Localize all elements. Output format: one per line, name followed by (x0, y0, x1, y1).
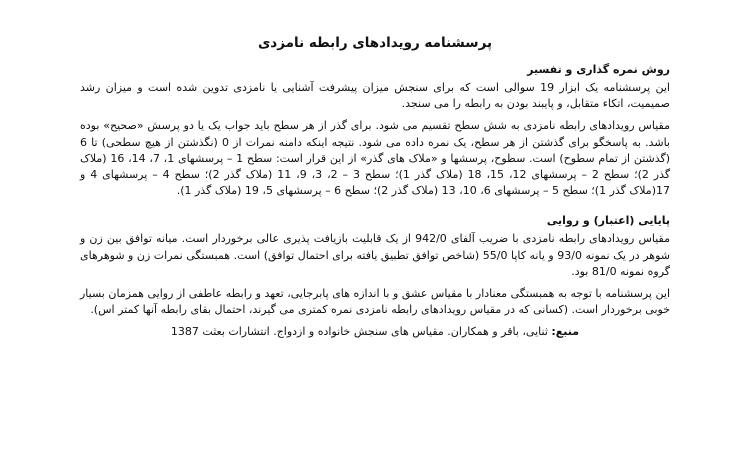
paragraph-reliability: مقیاس رویدادهای رابطه نامزدی با ضریب آلفای 942/0 از یک قابلیت بازیافت پذیری عالی برخوردار است. میانه توافق بین زن و شوهر در یک نمونه 93/0 و یانه کاپا 55/0 (شاخص توافق تطبیق یافته برای احتمال توافق) است. همبستگی نمرات زن و شوهرهای گروه نمونه 81/0 بود. (80, 232, 671, 278)
paragraph-intro: این پرسشنامه یک ابزار 19 سوالی است که برای سنجش میزان پیشرفت آشنایی یا نامزدی تدوین شده است و میزان رشد صمیمیت، اتکاء متقابل، و پایبند بودن به رابطه را می سنجد. (80, 81, 670, 111)
page-title: پرسشنامه رویدادهای رابطه نامزدی (257, 35, 493, 51)
source-citation (110, 324, 640, 340)
source-label: منبع: (551, 325, 580, 339)
section-heading-reliability: پایایی (اعتبار) و روایی (546, 214, 670, 228)
paragraph-validity: این پرسشنامه با توجه به همبستگی معنادار با مقیاس عشق و با اندازه های پابرجایی، تعهد و رابطه عاطفی از روایی همزمان بسیار خوبی برخوردار است. (کسانی که در مقیاس رویدادهای رابطه نامزدی نمره کمتری می گیرند، احتمال بقای رابطه آنها کمتر اس). (80, 287, 670, 317)
section-scoring (80, 62, 670, 199)
paragraph-scoring-levels: مقیاس رویدادهای رابطه نامزدی به شش سطح تقسیم می شود. برای گذر از هر سطح باید جواب یک یا دو پرسش «صحیح» بوده باشد. به پاسخگو برای گذشتن از هر سطح، یک نمره داده می شود. نتیجه اینکه دامنه نمرات از 0 (نگذشتن از هیچ سطحی) تا 6 (گذشتن از تمام سطوح) است. سطوح، پرسشها و «ملاک های گذر» از این قرار است: سطح 1 – پرسشهای 1، 7، 14، 16 (ملاک گذر 2)؛ سطح 2 – پرسشهای 12، 15، 18 (ملاک گذر 1)؛ سطح 3 – 2، 3، 9، 11 (ملاک گذر 2)؛ سطح 4 – پرسشهای 4 و 17(ملاک گذر 1)؛ سطح 5 – پرسشهای 6، 10، 13 (ملاک گذر 2)؛ سطح 6 – پرسشهای 5، 19 (ملاک گذر 1). (80, 119, 671, 198)
source-text: ثنایی، باقر و همکاران. مقیاس های سنجش خانواده و ازدواج. انتشارات بعثت 1387 (170, 325, 552, 339)
section-heading-scoring: روش نمره گذاری و تفسیر (527, 63, 670, 76)
section-reliability (80, 213, 670, 318)
